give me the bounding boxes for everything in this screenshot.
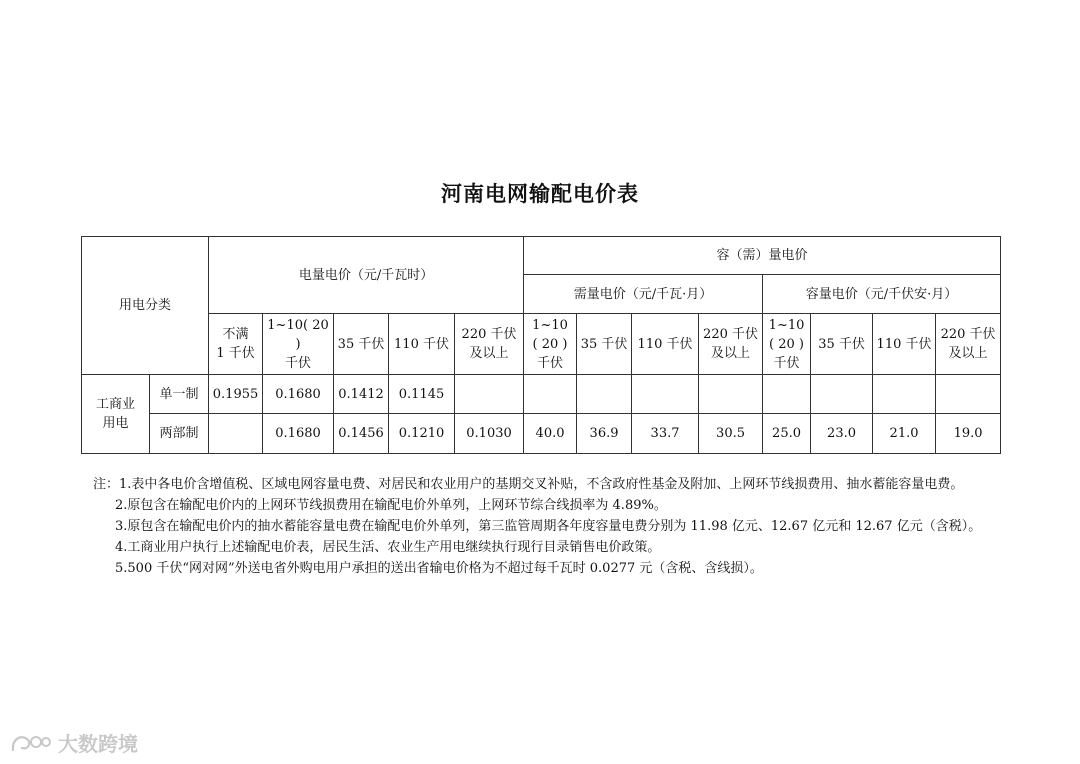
table-cell: 0.1680 [263,375,334,414]
table-row [82,375,1001,414]
energy-price-header: 电量电价（元/千瓦时） [209,237,524,314]
table-cell [699,375,763,414]
table-cell: 0.1456 [334,414,389,454]
row-label: 单一制 [150,375,209,414]
watermark [10,728,138,757]
demand-voltage-header: 35 千伏 [577,314,632,375]
row-label: 两部制 [150,414,209,454]
category-header: 用电分类 [82,237,209,375]
capacity-voltage-header: 220 千伏 及以上 [936,314,1001,375]
table-cell: 25.0 [763,414,811,454]
watermark-text: 大数跨境 [58,732,138,756]
note-item: 3.原包含在输配电价内的抽水蓄能容量电费在输配电价外单列，第三监管周期各年度容量电费分别为 11.98 亿元、12.67 亿元和 12.67 亿元（含税）。 [115,519,982,534]
table-cell: 0.1680 [263,414,334,454]
table-cell [936,375,1001,414]
table-cell: 0.1210 [389,414,455,454]
demand-voltage-header: 220 千伏 及以上 [699,314,763,375]
table-cell: 30.5 [699,414,763,454]
table-cell: 36.9 [577,414,632,454]
table-cell: 19.0 [936,414,1001,454]
table-cell [873,375,936,414]
table-cell [763,375,811,414]
table-cell: 0.1030 [455,414,524,454]
table-cell: 23.0 [811,414,873,454]
capacity-voltage-header: 1~10 ( 20 ) 千伏 [763,314,811,375]
table-cell: 33.7 [632,414,699,454]
table-cell: 0.1955 [209,375,263,414]
table-cell: 0.1145 [389,375,455,414]
table-cell [209,414,263,454]
energy-voltage-header: 220 千伏 及以上 [455,314,524,375]
group-label: 工商业 用电 [82,375,150,454]
brand-logo-icon [10,732,52,754]
table-cell: 40.0 [524,414,577,454]
capacity-price-header: 容量电价（元/千伏安·月） [763,275,1001,314]
table-row [82,414,1001,454]
table-cell [524,375,577,414]
table-cell [632,375,699,414]
note-item: 注：1.表中各电价含增值税、区域电网容量电费、对居民和农业用户的基期交叉补贴，不含政府性基金及附加、上网环节线损费用、抽水蓄能容量电费。 [93,477,964,492]
price-table [81,236,1001,454]
capacity-group-header: 容（需）量电价 [524,237,1001,275]
table-cell: 0.1412 [334,375,389,414]
capacity-voltage-header: 110 千伏 [873,314,936,375]
energy-voltage-header: 110 千伏 [389,314,455,375]
notes-section [93,474,1013,579]
note-item: 4.工商业用户执行上述输配电价表，居民生活、农业生产用电继续执行现行目录销售电价政策。 [115,540,661,555]
table-cell [811,375,873,414]
demand-voltage-header: 1~10 ( 20 ) 千伏 [524,314,577,375]
table-cell [455,375,524,414]
demand-voltage-header: 110 千伏 [632,314,699,375]
demand-price-header: 需量电价（元/千瓦·月） [524,275,763,314]
page-title: 河南电网输配电价表 [441,181,639,206]
energy-voltage-header: 35 千伏 [334,314,389,375]
capacity-voltage-header: 35 千伏 [811,314,873,375]
table-cell [577,375,632,414]
energy-voltage-header: 不满 1 千伏 [209,314,263,375]
note-item: 2.原包含在输配电价内的上网环节线损费用在输配电价外单列，上网环节综合线损率为 4.89%。 [115,498,667,513]
notes-prefix: 注： [93,477,120,492]
energy-voltage-header: 1~10( 20 ) 千伏 [263,314,334,375]
table-cell: 21.0 [873,414,936,454]
note-item: 5.500 千伏“网对网”外送电省外购电用户承担的送出省输电价格为不超过每千瓦时 0.0277 元（含税、含线损）。 [115,561,763,576]
